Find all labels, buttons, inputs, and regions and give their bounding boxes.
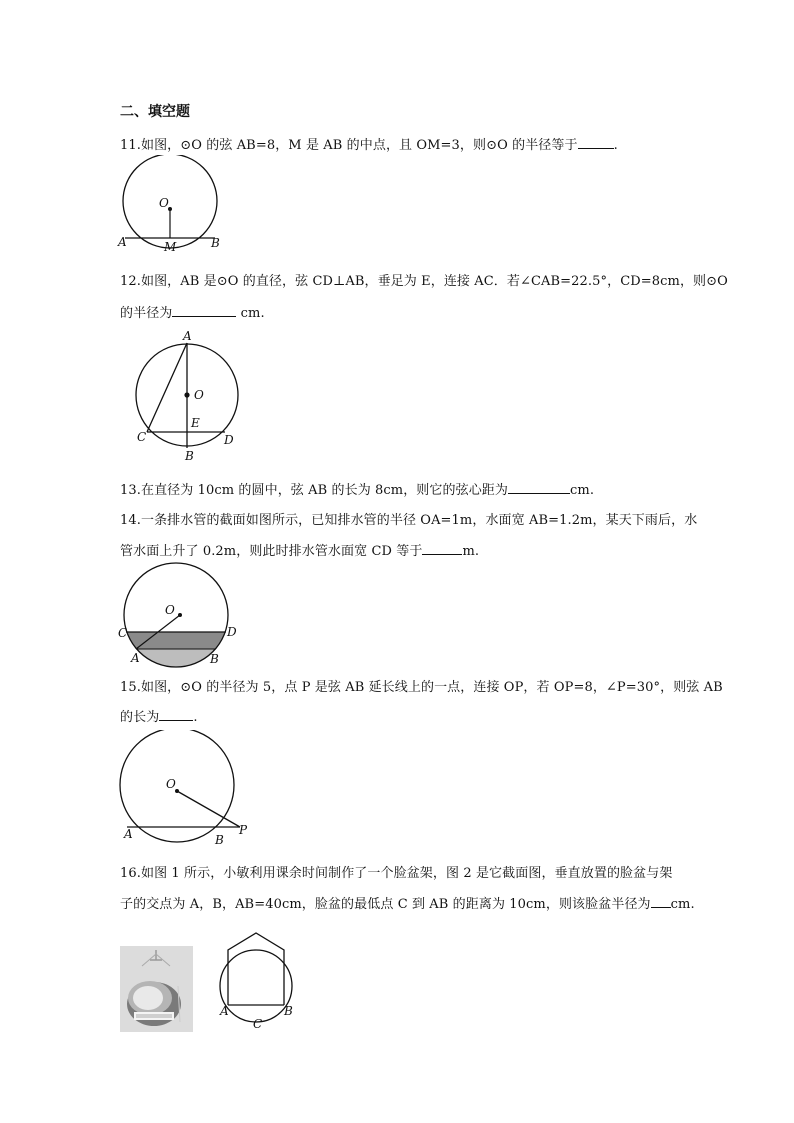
basin-circle: [220, 950, 292, 1022]
label-p: P: [239, 823, 248, 837]
label-d: D: [227, 625, 237, 639]
answer-blank[interactable]: [578, 136, 614, 149]
question-tail: .: [193, 710, 198, 725]
question-12-line-1: 12.如图，AB 是⊙O 的直径，弦 CD⊥AB，垂足为 E，连接 AC．若∠CAB=22.5°，CD=8cm，则⊙O: [120, 274, 728, 289]
question-12-line-2: [120, 302, 265, 321]
figure-q14: [116, 562, 246, 668]
question-tail: cm.: [570, 483, 595, 498]
label-o: O: [159, 196, 169, 210]
rack-frame: [228, 933, 284, 1005]
label-m: M: [164, 240, 177, 254]
label-b: B: [215, 833, 224, 847]
label-a: A: [220, 1004, 229, 1018]
answer-blank[interactable]: [508, 481, 570, 494]
question-text: 的长为: [120, 710, 160, 725]
question-tail: m.: [462, 544, 480, 559]
figure-q16-diagram: [215, 928, 300, 1032]
answer-blank[interactable]: [159, 708, 193, 721]
label-a: A: [118, 235, 127, 249]
question-text: 的半径为: [120, 306, 173, 321]
question-tail: cm.: [670, 897, 695, 912]
question-14-line-1: 14.一条排水管的截面如图所示，已知排水管的半径 OA=1m，水面宽 AB=1.2m，某天下雨后，水: [120, 513, 698, 528]
question-text: 11.如图，⊙O 的弦 AB=8，M 是 AB 的中点，且 OM=3，则⊙O 的半径等于: [120, 138, 578, 153]
question-text: 13.在直径为 10cm 的圆中，弦 AB 的长为 8cm，则它的弦心距为: [120, 483, 509, 498]
label-b: B: [284, 1004, 293, 1018]
center-point: [178, 613, 182, 617]
question-tail: .: [613, 138, 618, 153]
question-13-line-1: [120, 479, 594, 498]
question-tail: cm.: [236, 306, 265, 321]
label-b: B: [185, 449, 194, 462]
section-title: 二、填空题: [120, 104, 190, 120]
label-o: O: [166, 777, 176, 791]
question-15-line-2: [120, 706, 198, 725]
washbasin-photo-drawing: [120, 946, 193, 1032]
question-text: 子的交点为 A，B，AB=40cm，脸盆的最低点 C 到 AB 的距离为 10cm，则该脸盆半径为: [120, 897, 651, 912]
figure-q15: [112, 730, 262, 848]
label-e: E: [191, 416, 200, 430]
circle: [120, 730, 234, 842]
question-14-line-2: [120, 540, 479, 559]
label-b: B: [211, 236, 220, 250]
figure-q12: [130, 328, 250, 462]
label-c: C: [118, 626, 128, 640]
question-15-line-1: 15.如图，⊙O 的半径为 5，点 P 是弦 AB 延长线上的一点，连接 OP，若 OP=8，∠P=30°，则弦 AB: [120, 680, 723, 695]
label-o: O: [165, 603, 175, 617]
segment-op: [177, 791, 240, 827]
question-11-line-1: [120, 134, 618, 153]
label-d: D: [224, 433, 234, 447]
question-16-line-2: [120, 893, 695, 912]
label-a: A: [131, 651, 140, 665]
label-c: C: [253, 1017, 263, 1031]
center-point: [184, 392, 189, 397]
figure-q11: [112, 155, 232, 260]
answer-blank[interactable]: [172, 304, 236, 317]
label-o: O: [194, 388, 204, 402]
washbasin-photo: [120, 946, 193, 1032]
answer-blank[interactable]: [422, 542, 462, 555]
question-text: 管水面上升了 0.2m，则此时排水管水面宽 CD 等于: [120, 544, 423, 559]
question-16-line-1: 16.如图 1 所示，小敏利用课余时间制作了一个脸盆架，图 2 是它截面图，垂直放置的脸盆与架: [120, 866, 673, 881]
label-c: C: [137, 430, 147, 444]
label-b: B: [210, 652, 219, 666]
label-a: A: [183, 329, 192, 343]
label-a: A: [124, 827, 133, 841]
answer-blank[interactable]: [651, 895, 671, 908]
